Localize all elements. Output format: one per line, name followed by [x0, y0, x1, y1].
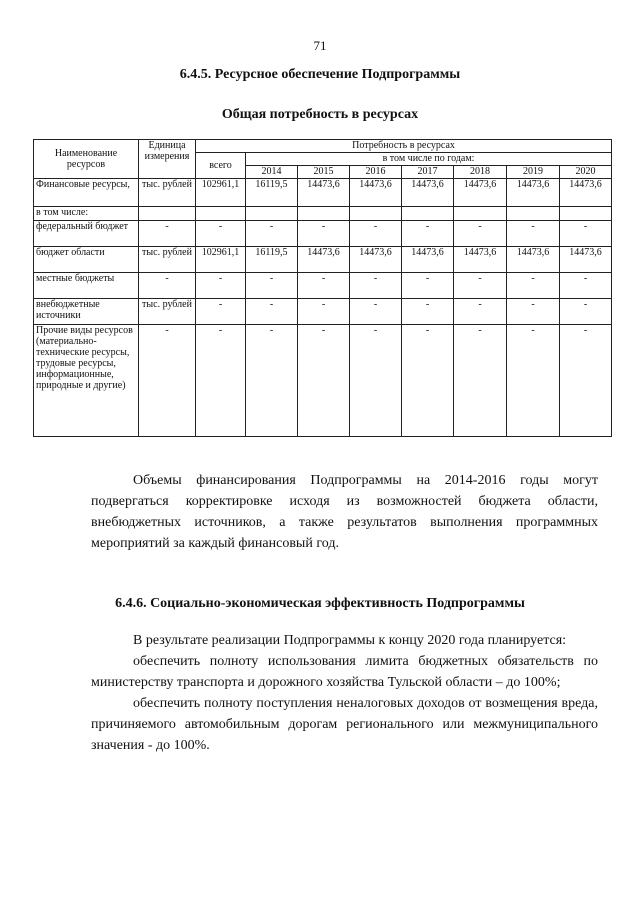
- cell-value: -: [298, 273, 350, 299]
- year-header: 2017: [402, 166, 454, 179]
- cell-value: -: [507, 299, 560, 325]
- effectiveness-intro: В результате реализации Подпрограммы к концу 2020 года планируется:: [133, 633, 567, 648]
- cell-value: [454, 207, 507, 221]
- cell-value: 14473,6: [507, 179, 560, 207]
- cell-value: -: [246, 273, 298, 299]
- cell-unit: -: [139, 273, 196, 299]
- header-unit: Единица измерения: [139, 140, 196, 179]
- cell-total: [196, 207, 246, 221]
- cell-value: 14473,6: [560, 247, 612, 273]
- cell-value: -: [454, 325, 507, 437]
- funding-paragraph: [91, 470, 598, 554]
- cell-total: -: [196, 325, 246, 437]
- year-header: 2016: [350, 166, 402, 179]
- header-need: Потребность в ресурсах: [196, 140, 612, 153]
- cell-value: -: [454, 299, 507, 325]
- cell-value: -: [560, 299, 612, 325]
- cell-value: -: [402, 299, 454, 325]
- cell-value: -: [560, 221, 612, 247]
- funding-text: Объемы финансирования Подпрограммы на 2014-2016 годы могут подвергаться корректировке исходя из возможностей бюджета области, внебюджетных источников, а также результатов выполнения программных мероприятий за каждый финансовый год.: [91, 473, 598, 551]
- cell-value: [246, 207, 298, 221]
- cell-unit: тыс. рублей: [139, 299, 196, 325]
- page-number: 71: [313, 38, 327, 53]
- cell-value: [298, 207, 350, 221]
- cell-value: 14473,6: [298, 247, 350, 273]
- cell-value: -: [246, 325, 298, 437]
- cell-value: -: [402, 273, 454, 299]
- cell-unit: тыс. рублей: [139, 179, 196, 207]
- cell-value: [507, 207, 560, 221]
- cell-value: -: [402, 221, 454, 247]
- cell-unit: тыс. рублей: [139, 247, 196, 273]
- cell-value: -: [246, 221, 298, 247]
- cell-unit: -: [139, 325, 196, 437]
- cell-name: внебюджетные источники: [34, 299, 139, 325]
- cell-value: -: [246, 299, 298, 325]
- cell-name: федеральный бюджет: [34, 221, 139, 247]
- cell-value: [560, 207, 612, 221]
- year-header: 2015: [298, 166, 350, 179]
- cell-value: 14473,6: [507, 247, 560, 273]
- year-header: 2019: [507, 166, 560, 179]
- effectiveness-item-2: обеспечить полноту поступления неналоговых доходов от возмещения вреда, причиняемого автомобильным дорогам регионального или межмуниципального значения - до 100%.: [91, 696, 598, 753]
- table-row: [34, 207, 612, 221]
- cell-value: -: [298, 325, 350, 437]
- cell-name: бюджет области: [34, 247, 139, 273]
- cell-value: -: [350, 299, 402, 325]
- cell-value: -: [454, 221, 507, 247]
- table-title: Общая потребность в ресурсах: [221, 107, 419, 122]
- section-title: 6.4.5. Ресурсное обеспечение Подпрограммы: [179, 67, 461, 82]
- cell-value: -: [402, 325, 454, 437]
- cell-unit: [139, 207, 196, 221]
- resources-table: [33, 139, 612, 437]
- cell-value: 14473,6: [454, 179, 507, 207]
- cell-name: Прочие виды ресурсов (материально-технические ресурсы, трудовые ресурсы, информационные, природные и другие): [34, 325, 139, 437]
- cell-value: [402, 207, 454, 221]
- header-years: в том числе по годам:: [246, 153, 612, 166]
- cell-value: 14473,6: [350, 179, 402, 207]
- cell-value: 14473,6: [350, 247, 402, 273]
- cell-unit: -: [139, 221, 196, 247]
- table-row: [34, 325, 612, 437]
- header-name: Наименование ресурсов: [34, 140, 139, 179]
- cell-value: -: [507, 221, 560, 247]
- table-row: [34, 179, 612, 207]
- effectiveness-item-1: обеспечить полноту использования лимита бюджетных обязательств по министерству транспорта и дорожного хозяйства Тульской области – до 100%;: [91, 654, 598, 690]
- cell-name: Финансовые ресурсы,: [34, 179, 139, 207]
- cell-total: 102961,1: [196, 179, 246, 207]
- cell-value: -: [298, 221, 350, 247]
- table-row: [34, 247, 612, 273]
- cell-value: -: [350, 273, 402, 299]
- cell-value: 14473,6: [454, 247, 507, 273]
- cell-value: 14473,6: [560, 179, 612, 207]
- cell-value: 14473,6: [402, 247, 454, 273]
- cell-total: -: [196, 221, 246, 247]
- year-header: 2018: [454, 166, 507, 179]
- cell-value: -: [350, 221, 402, 247]
- table-row: [34, 221, 612, 247]
- cell-total: 102961,1: [196, 247, 246, 273]
- cell-value: -: [507, 273, 560, 299]
- cell-value: 14473,6: [298, 179, 350, 207]
- cell-name: местные бюджеты: [34, 273, 139, 299]
- cell-value: 14473,6: [402, 179, 454, 207]
- table-row: [34, 273, 612, 299]
- cell-value: -: [560, 273, 612, 299]
- year-header: 2014: [246, 166, 298, 179]
- cell-total: -: [196, 299, 246, 325]
- year-header: 2020: [560, 166, 612, 179]
- effectiveness-block: [91, 630, 598, 756]
- cell-value: -: [507, 325, 560, 437]
- section2-title: 6.4.6. Социально-экономическая эффективность Подпрограммы: [115, 596, 525, 611]
- header-total: всего: [196, 153, 246, 179]
- cell-value: [350, 207, 402, 221]
- cell-value: 16119,5: [246, 179, 298, 207]
- cell-total: -: [196, 273, 246, 299]
- cell-value: 16119,5: [246, 247, 298, 273]
- cell-value: -: [298, 299, 350, 325]
- cell-value: -: [560, 325, 612, 437]
- table-row: [34, 299, 612, 325]
- cell-value: -: [350, 325, 402, 437]
- cell-value: -: [454, 273, 507, 299]
- cell-name: в том числе:: [34, 207, 139, 221]
